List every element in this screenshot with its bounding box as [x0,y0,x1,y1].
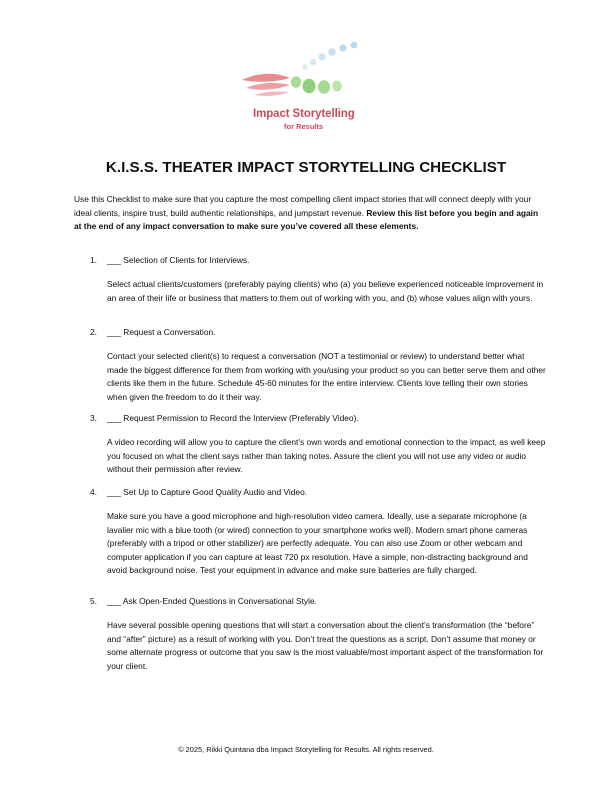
intro-text: Use this Checklist to make sure that you capture the most compelling client impact stories that will connect deeply with your ideal clients, inspire trust, build authentic relationships, and jumpstart revenue. [74,194,532,218]
item-number: 3. [90,413,97,423]
logo-graphic-icon [236,38,376,108]
intro-paragraph [74,193,544,234]
item-heading: ___ Request Permission to Record the Interview (Preferably Video). [107,413,359,423]
item-body: Select actual clients/customers (preferably paying clients) who (a) you believe experienced noticeable improvement in an area of their life or business that matters to them out of working with you, and (b) whose values align with yours. [107,279,544,303]
brand-name: Impact Storytelling [253,108,355,120]
intro-emphasis: Review this list before you begin and again at the end of any impact conversation to make sure you’ve covered all these elements. [74,207,539,232]
item-body: Contact your selected client(s) to request a conversation (NOT a testimonial or review) to understand better what made the biggest difference for them from working with you/using your product so you can better serve them and other clients like them in the future. Schedule 45-60 minutes for the entire interview. Clients love telling their own stories when given the freedom to do it their way. [107,351,546,402]
item-number: 2. [90,327,97,337]
item-number: 1. [90,255,97,265]
item-body: Have several possible opening questions that will start a conversation about the client’s transformation (the “before” and “after” picture) as a result of working with you. Don’t treat the questions as a script. Don’t assume that money or some alternate progress or outcome that you saw is the most valuable/most important aspect of the transformation for your client. [107,620,544,671]
item-body: A video recording will allow you to capture the client’s own words and emotional connection to the impact, as well keep you focused on what the client says rather than taking notes. Assure the client you will not use any video or audio without their permission after review. [107,437,546,475]
item-number: 5. [90,596,97,606]
item-heading: ___ Set Up to Capture Good Quality Audio and Video. [107,487,308,497]
item-heading: ___ Selection of Clients for Interviews. [107,255,250,265]
item-heading: ___ Ask Open-Ended Questions in Conversational Style. [107,596,317,606]
item-number: 4. [90,487,97,497]
item-body: Make sure you have a good microphone and high-resolution video camera. Ideally, use a separate microphone (a lavalier mic with a blue tooth (or wired) connection to your smartphone works well). Modern smart phone cameras (preferably with a tripod or other stabilizer) are perfectly adequate. You can also use Zoom or other webcam and computer application if you can capture at least 720 px resolution. Have a simple, non-distracting background and avoid background noise. Test your equipment in advance and make sure batteries are fully charged. [107,511,528,576]
item-heading: ___ Request a Conversation. [107,327,216,337]
brand-tagline: for Results [284,122,324,131]
page-title: K.I.S.S. THEATER IMPACT STORYTELLING CHECKLIST [105,159,507,176]
footer-copyright: © 2025, Rikki Quintana dba Impact Storytelling for Results. All rights reserved. [178,745,434,754]
